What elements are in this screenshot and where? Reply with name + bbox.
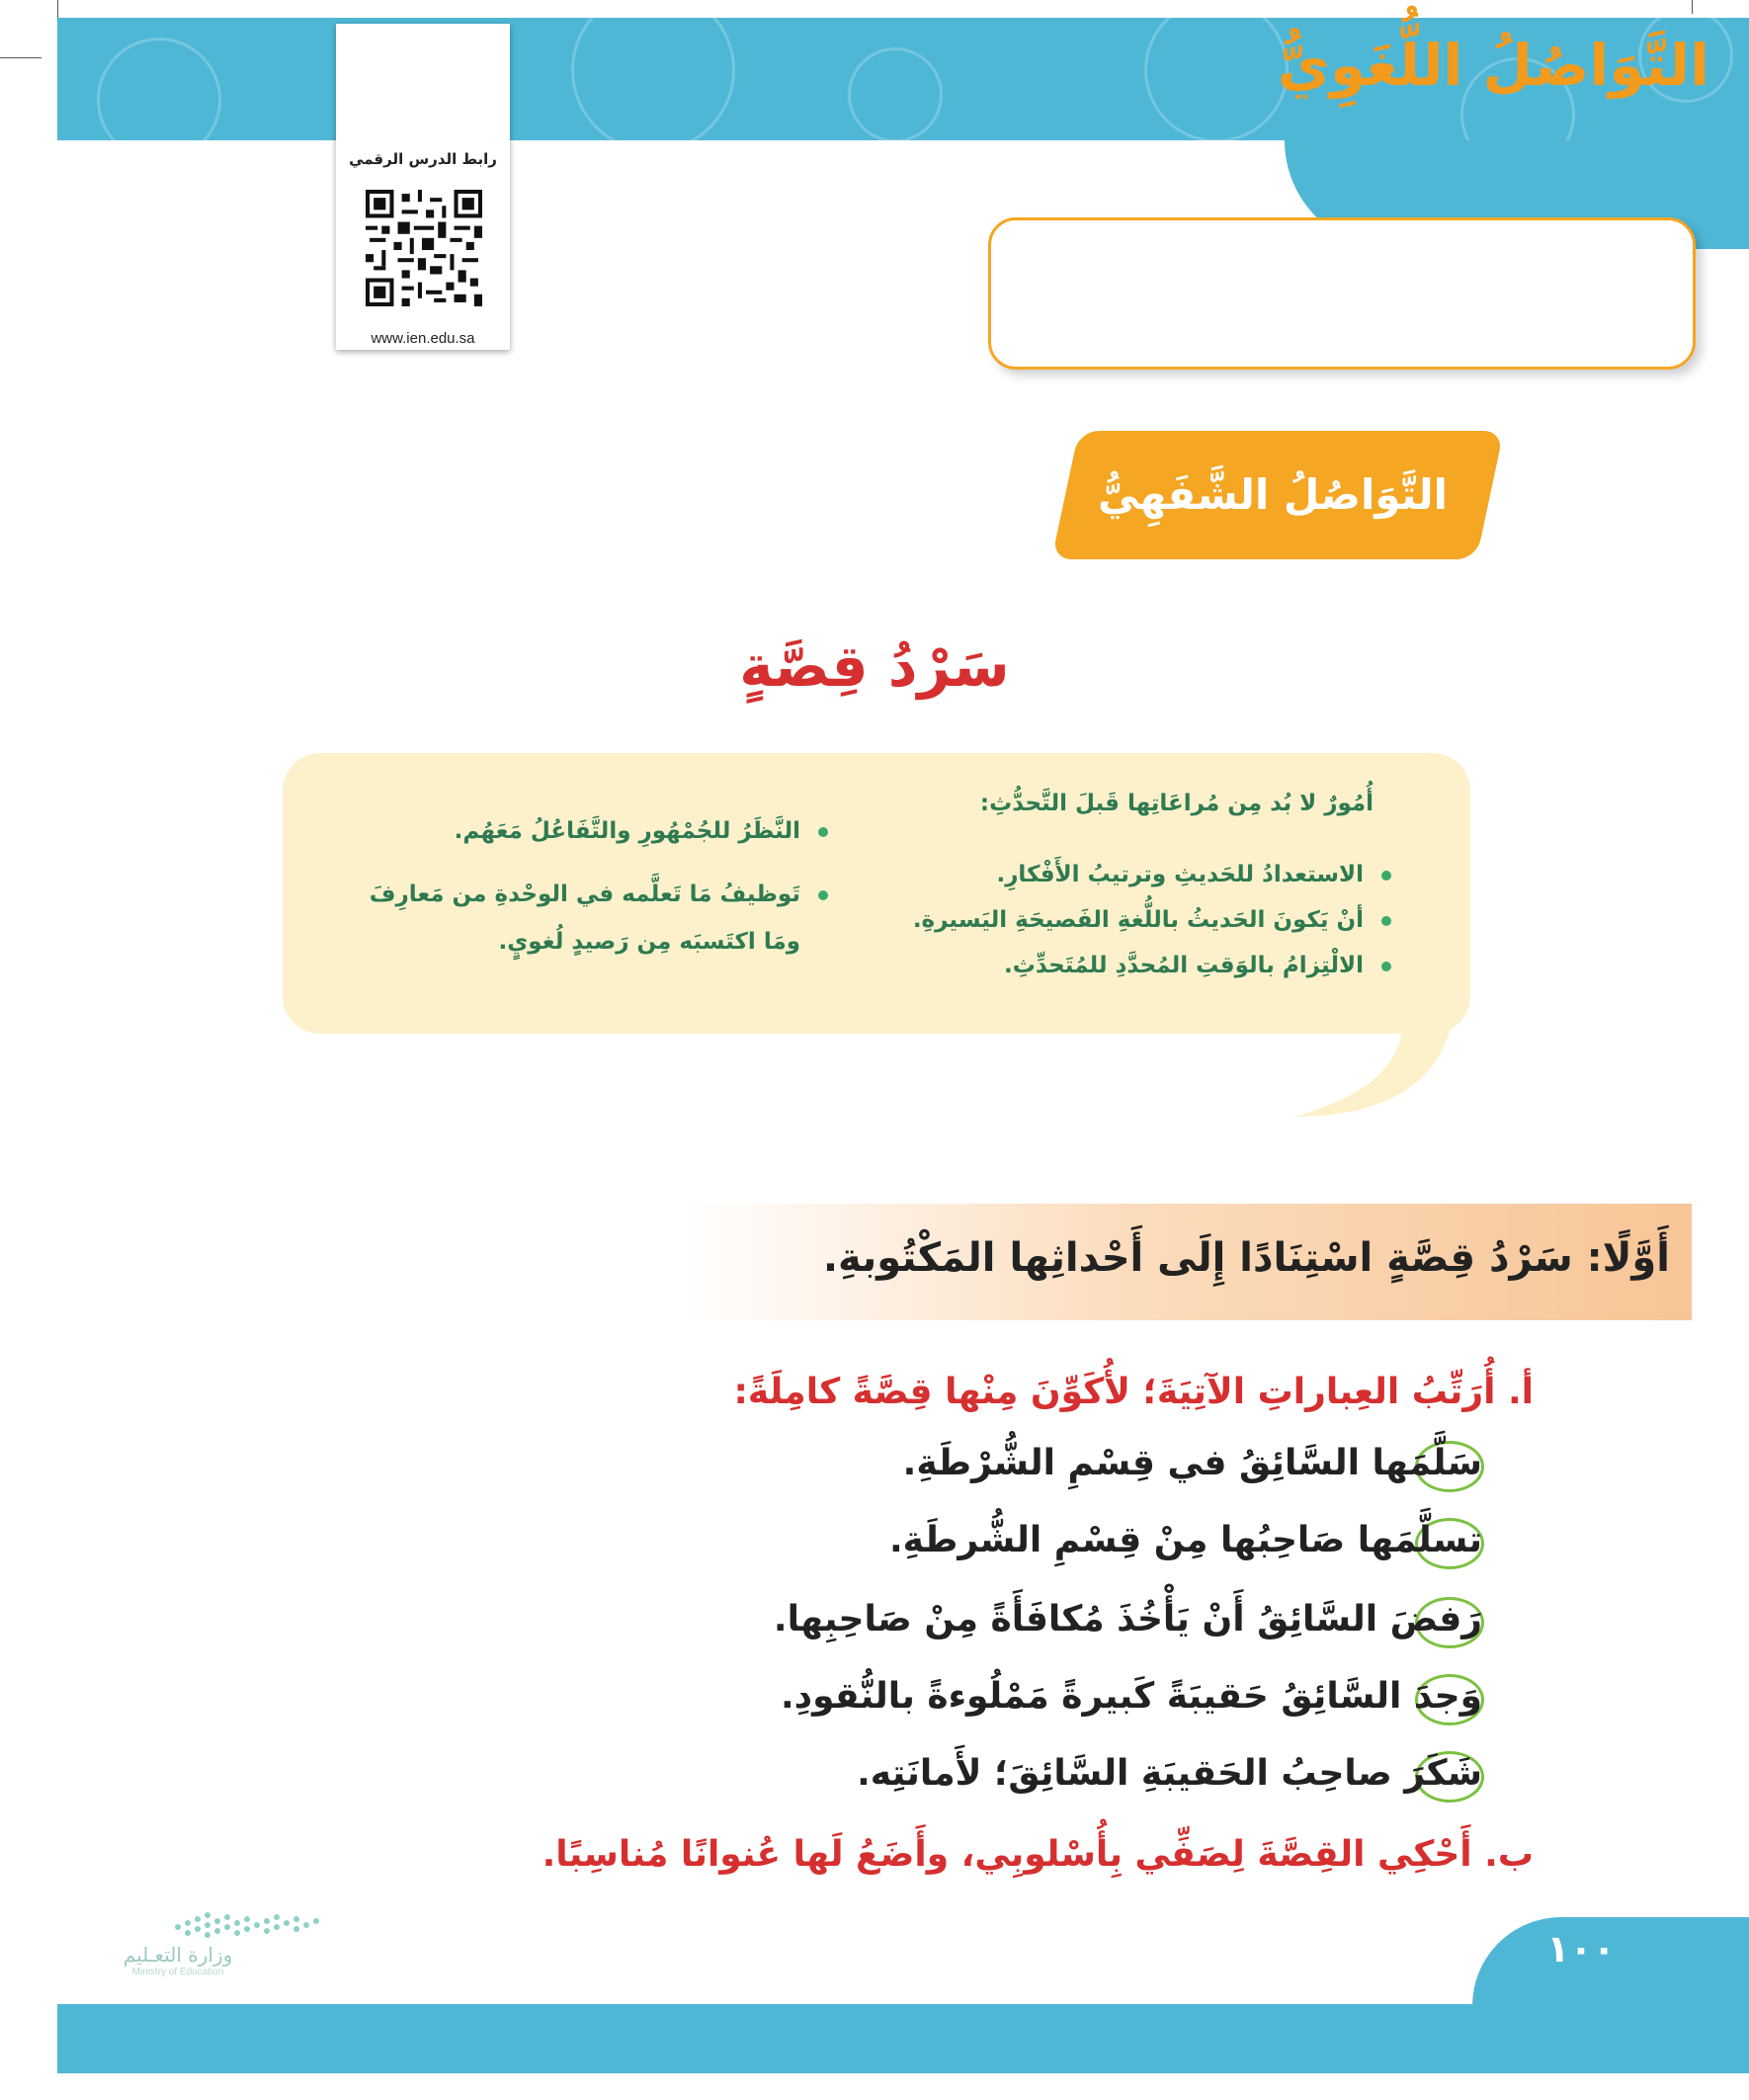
bubble-tail	[1285, 1018, 1462, 1127]
tips-heading: أُمُورٌ لا بُد مِن مُراعَاتِها قَبلَ التَّحدُّثِ:	[979, 791, 1374, 816]
ministry-name: وزارة التعـليم	[123, 1943, 233, 1967]
bullet-icon	[1381, 871, 1391, 881]
exercise-a-prompt: أ. أُرَتِّبُ العِباراتِ الآتِيَةَ؛ لأُكَوِّنَ مِنْها قِصَّةً كامِلَةً:	[733, 1372, 1534, 1412]
tip-item: النَّظَرُ للجُمْهُورِ والتَّفَاعُلُ مَعَهُم.	[455, 818, 828, 844]
lesson-heading: سَرْدُ قِصَّةٍ	[739, 632, 1010, 700]
tip-item: تَوظيفُ مَا تَعلَّمه في الوحْدةِ من مَعارِفَ	[370, 882, 828, 907]
tip-item: الاستعدادُ للحَديثِ وترتيبُ الأَفْكارِ.	[996, 862, 1391, 887]
crop-mark	[0, 57, 42, 58]
story-item: تسلَّمَها صَاحِبُها مِنْ قِسْمِ الشُّرطَةِ.	[888, 1520, 1482, 1560]
bullet-icon	[1381, 916, 1391, 926]
section-tab-label: التَّوَاصُلُ الشَّفَهِيُّ	[1097, 470, 1449, 519]
tip-item-continuation: ومَا اكتَسبَه مِن رَصيدٍ لُغويٍ.	[498, 929, 800, 955]
story-item: رَفضَ السَّائِقُ أَنْ يَأْخُذَ مُكافَأَةً مِنْ صَاحِبِها.	[773, 1599, 1482, 1639]
crop-mark	[1692, 0, 1693, 14]
story-item: وَجدَ السَّائِقُ حَقيبَةً كَبيرةً مَمْلُوءةً بالنُّقودِ.	[780, 1676, 1482, 1717]
qr-url[interactable]: www.ien.edu.sa	[371, 330, 475, 347]
tip-item: أنْ يَكونَ الحَديثُ باللُّغةِ الفَصيحَةِ اليَسيرةِ.	[913, 907, 1391, 933]
story-item: سَلَّمَها السَّائِقُ في قِسْمِ الشُّرْطَةِ.	[902, 1443, 1482, 1483]
page-title: التَّوَاصُلُ اللُّغَوِيُّ	[1277, 32, 1709, 99]
title-box	[988, 217, 1696, 370]
qr-code-icon[interactable]	[366, 190, 482, 306]
exercise-b-prompt: ب. أَحْكِي القِصَّةَ لِصَفِّي بِأُسْلوبِي، وأَضَعُ لَها عُنوانًا مُناسِبًا.	[541, 1834, 1534, 1875]
bullet-icon	[818, 827, 828, 837]
bullet-icon	[1381, 962, 1391, 971]
ministry-logo-icon	[168, 1897, 326, 1947]
ministry-subtitle: Ministry of Education	[131, 1967, 224, 1977]
page-number: ١٠٠	[1546, 1927, 1616, 1971]
story-item: شَكَرَ صاحِبُ الحَقيبَةِ السَّائِقَ؛ لأَمانَتِه.	[857, 1753, 1482, 1794]
section-heading: أَوَّلًا: سَرْدُ قِصَّةٍ اسْتِنَادًا إِلَى أَحْداثِها المَكْتُوبةِ.	[822, 1235, 1670, 1281]
bullet-icon	[818, 890, 828, 900]
qr-label: رابط الدرس الرقمي	[349, 150, 497, 168]
bottom-bar	[57, 2004, 1749, 2073]
tip-item: الالْتِزامُ بالوَقتِ المُحدَّدِ للمُتَحدِّثِ.	[1004, 953, 1391, 978]
qr-card	[336, 24, 510, 350]
